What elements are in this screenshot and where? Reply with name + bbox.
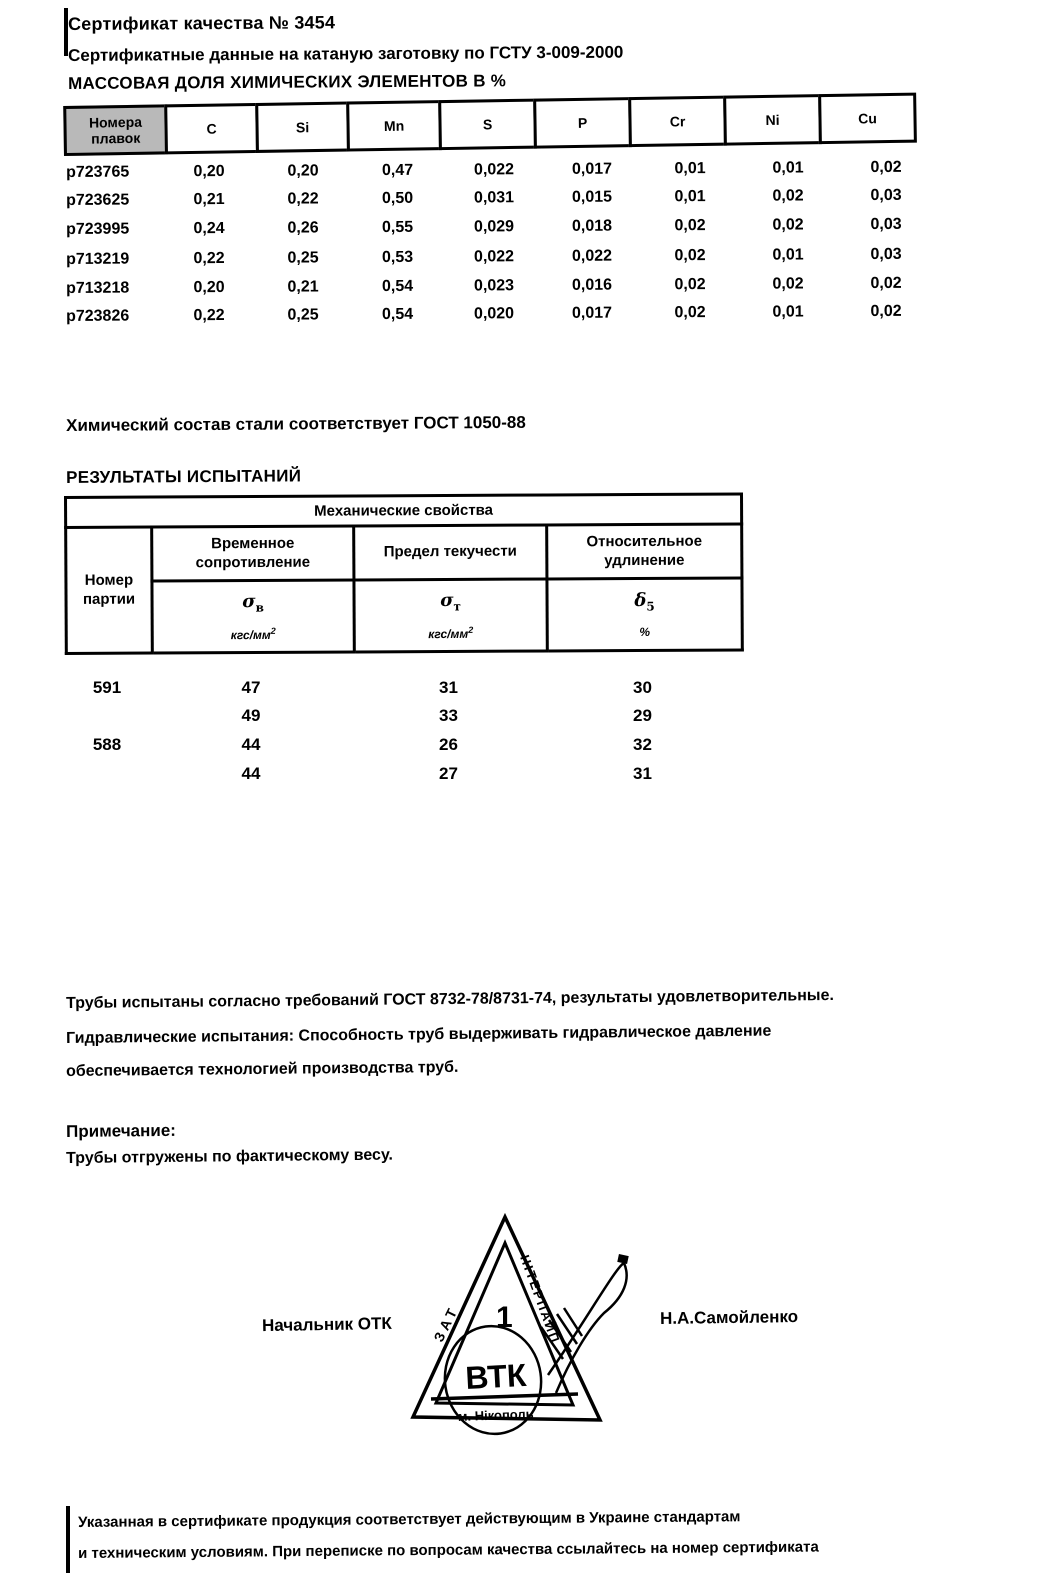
tensile-symbol-cell — [152, 580, 354, 653]
chem-cell: 0,03 — [870, 215, 902, 234]
chem-cell: 0,022 — [571, 247, 613, 265]
chem-cell: 0,029 — [473, 218, 515, 236]
chem-cell: 0,023 — [473, 277, 515, 295]
chem-cell: 0,01 — [674, 160, 706, 178]
mech-cell: 32 — [633, 735, 652, 754]
chem-cell: 0,55 — [381, 218, 414, 237]
mech-cell: 33 — [439, 706, 458, 725]
test-result-line: Трубы испытаны согласно требований ГОСТ 8732-78/8731-74, результаты удовлетворительные. — [66, 986, 834, 1012]
certificate-subtitle: Сертификатные данные на катаную заготовку по ГСТУ 3-009-2000 — [68, 42, 624, 65]
mech-col-yield: Предел текучести — [354, 525, 547, 580]
chem-cell: 0,02 — [772, 216, 804, 234]
table-row — [58, 187, 935, 210]
heat-number: p713219 — [65, 250, 130, 268]
chem-table-header — [63, 93, 917, 156]
mech-cell: 31 — [439, 678, 458, 697]
elong-unit: % — [639, 625, 651, 640]
chem-col-header: P — [533, 97, 632, 149]
delta-symbol: $\delta_5$ — [634, 589, 655, 614]
chem-cell: 0,03 — [870, 186, 902, 205]
chem-cell: 0,53 — [381, 248, 414, 267]
mech-table — [64, 492, 744, 655]
chem-col-header: Cu — [818, 93, 917, 145]
chem-cell: 0,26 — [287, 219, 319, 237]
heat-number: p723826 — [65, 307, 130, 325]
table-row — [58, 303, 935, 326]
mech-cell: 44 — [241, 764, 261, 783]
stamp-vtk-text: ВТК — [464, 1356, 528, 1396]
chem-cell: 0,22 — [287, 190, 319, 208]
chem-cell: 0,47 — [381, 161, 414, 180]
mech-cell: 26 — [439, 735, 458, 754]
chem-cell: 0,54 — [381, 277, 414, 296]
mech-col-elong: Относительное удлинение — [547, 524, 742, 579]
mech-group-header: Механические свойства — [66, 494, 742, 528]
chem-cell: 0,02 — [674, 304, 706, 322]
chem-cell: 0,01 — [772, 303, 804, 321]
vtk-triangle-stamp — [398, 1205, 688, 1465]
chem-cell: 0,22 — [193, 306, 225, 325]
chem-table-title: МАССОВАЯ ДОЛЯ ХИМИЧЕСКИХ ЭЛЕМЕНТОВ В % — [68, 71, 507, 93]
stamp-zat-text: ЗАТ — [430, 1302, 462, 1345]
hydraulic-test-line2: обеспечивается технологией производства труб. — [66, 1058, 459, 1080]
chem-cell: 0,20 — [193, 162, 225, 181]
chem-cell: 0,016 — [571, 276, 613, 294]
table-row — [64, 678, 740, 698]
chem-cell: 0,018 — [571, 217, 613, 235]
chem-cell: 0,54 — [381, 305, 414, 324]
table-row — [58, 159, 935, 182]
tensile-unit: кгс/$мм^2$ — [230, 626, 276, 643]
chem-cell: 0,017 — [571, 160, 613, 178]
mech-cell: 31 — [633, 764, 652, 783]
chem-cell: 0,20 — [193, 278, 225, 297]
mech-cell: 29 — [633, 706, 652, 725]
stamp-diagonal-text: ІНТЕРПАЙП — [517, 1252, 564, 1347]
chem-cell: 0,02 — [870, 302, 902, 321]
heat-number: p723765 — [65, 163, 130, 181]
chem-cell: 0,22 — [193, 249, 225, 268]
yield-unit: кгс/$мм^2$ — [428, 625, 474, 642]
chem-cell: 0,01 — [772, 246, 804, 264]
chem-col-header: S — [438, 99, 537, 151]
chem-col-header: Mn — [346, 100, 442, 151]
chem-cell: 0,50 — [381, 189, 414, 208]
chem-cell: 0,24 — [193, 219, 225, 238]
chem-cell: 0,015 — [571, 188, 613, 206]
chem-cell: 0,25 — [287, 249, 319, 267]
mech-cell: 49 — [241, 706, 261, 725]
note-text: Трубы отгружены по фактическому весу. — [66, 1146, 393, 1167]
table-row — [58, 216, 935, 239]
elong-symbol-cell — [547, 578, 742, 651]
chem-cell: 0,25 — [287, 306, 319, 324]
hydraulic-test-line: Гидравлические испытания: Способность труб выдерживать гидравлическое давление — [66, 1022, 772, 1047]
chem-cell: 0,02 — [870, 158, 902, 177]
table-row — [64, 735, 740, 755]
yield-symbol-cell — [354, 579, 547, 652]
chem-col-header: Номера плавок — [63, 104, 168, 156]
chem-cell: 0,020 — [473, 305, 515, 323]
certificate-title: Сертификат качества № 3454 — [68, 12, 336, 34]
stamp-city-text: м. Нікополь — [457, 1406, 534, 1424]
batch-number — [64, 706, 150, 726]
chem-cell: 0,20 — [287, 162, 319, 180]
chem-cell: 0,03 — [870, 245, 902, 264]
mech-cell: 27 — [439, 764, 458, 783]
signature-square-tip — [617, 1254, 628, 1264]
chem-col-header: Cr — [628, 96, 727, 148]
signer-title: Начальник ОТК — [261, 1313, 392, 1336]
chem-cell: 0,01 — [674, 188, 706, 206]
mech-col-batch: Номер партии — [66, 527, 153, 653]
chem-cell: 0,21 — [193, 190, 225, 209]
batch-number: 588 — [92, 735, 122, 754]
table-row — [64, 764, 740, 784]
chem-cell: 0,022 — [473, 161, 515, 179]
left-margin-bar-bottom — [66, 1506, 70, 1573]
sigma-b-symbol: $\sigma_в$ — [242, 590, 264, 615]
chem-cell: 0,017 — [571, 304, 613, 322]
chem-cell: 0,01 — [772, 159, 804, 177]
chem-cell: 0,02 — [674, 217, 706, 235]
mech-cell: 47 — [241, 678, 261, 697]
mech-cell: 44 — [241, 735, 261, 754]
mech-cell: 30 — [633, 678, 652, 697]
table-row — [64, 706, 740, 726]
heat-number: p723995 — [65, 220, 130, 238]
chem-cell: 0,02 — [674, 276, 706, 294]
heat-number: p723625 — [65, 191, 130, 209]
chem-cell: 0,21 — [287, 278, 319, 296]
footer-line1: Указанная в сертификате продукция соответствует действующим в Украине стандартам — [78, 1508, 741, 1531]
table-row — [58, 246, 935, 269]
chem-compliance-note: Химический состав стали соответствует ГОСТ 1050-88 — [66, 412, 526, 435]
stamp-baseline — [431, 1394, 578, 1399]
results-title: РЕЗУЛЬТАТЫ ИСПЫТАНИЙ — [66, 466, 302, 487]
chem-cell: 0,031 — [473, 189, 515, 207]
mech-col-tensile: Временное сопротивление — [152, 526, 354, 581]
batch-number — [64, 764, 150, 784]
chem-col-header: Ni — [723, 94, 822, 146]
heat-number: p713218 — [65, 279, 130, 297]
chem-cell: 0,02 — [772, 187, 804, 205]
chem-cell: 0,02 — [870, 274, 902, 293]
batch-number: 591 — [92, 678, 122, 697]
chem-col-header: C — [164, 103, 259, 154]
chem-cell: 0,02 — [772, 275, 804, 293]
chem-col-header: Si — [255, 102, 350, 153]
footer-line2: и техническим условиям. При переписке по вопросам качества ссылайтесь на номер сертификата — [78, 1538, 819, 1562]
note-label: Примечание: — [66, 1120, 177, 1141]
table-row — [58, 275, 935, 298]
chem-cell: 0,022 — [473, 248, 515, 266]
chem-cell: 0,02 — [674, 247, 706, 265]
sigma-t-symbol: $\sigma_т$ — [440, 589, 461, 614]
signer-name: Н.А.Самойленко — [659, 1307, 799, 1328]
stamp-number: 1 — [496, 1301, 513, 1334]
